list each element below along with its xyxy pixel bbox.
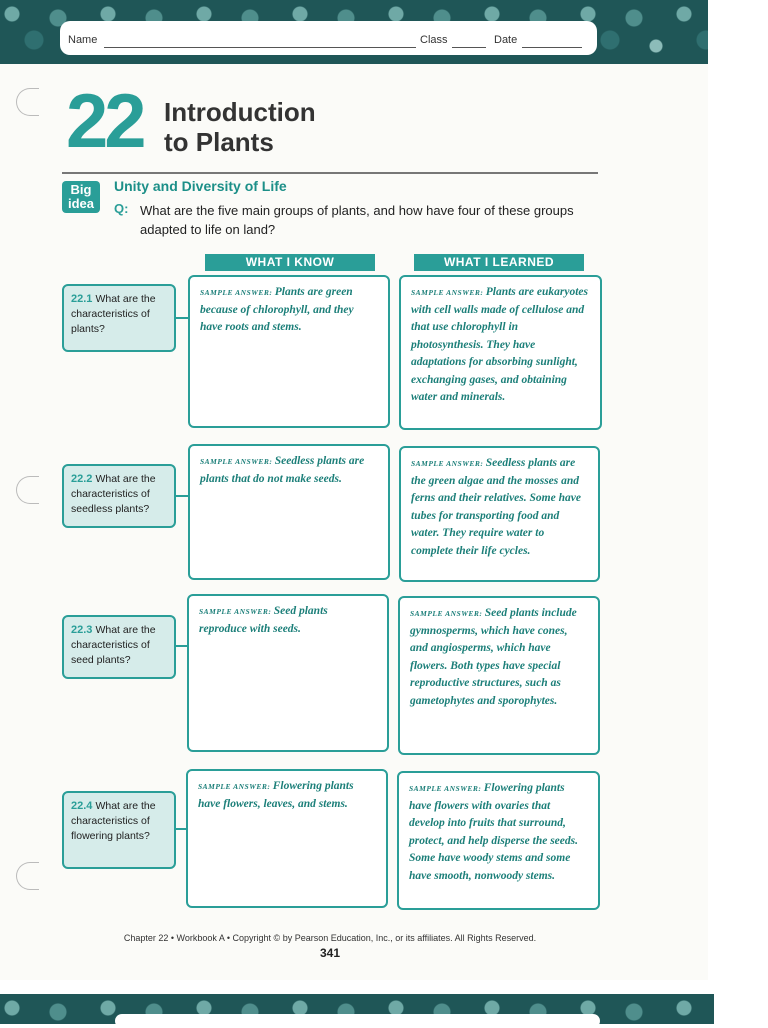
column-header-know: WHAT I KNOW <box>205 254 375 271</box>
know-answer-box[interactable] <box>188 444 390 580</box>
date-field[interactable] <box>522 47 582 48</box>
chapter-title-line1: Introduction <box>164 97 316 127</box>
chapter-title-line2: to Plants <box>164 127 274 157</box>
question-box <box>62 284 176 352</box>
class-label: Class <box>420 34 448 46</box>
name-field[interactable] <box>104 47 416 48</box>
learned-answer-box[interactable] <box>398 596 600 755</box>
big-idea-badge <box>62 181 100 213</box>
learned-answer-text: Plants are eukaryotes with cell walls made of cellulose and that use chlorophyll in photosynthesis. They have adaptations for absorbing sunlight, exchanging gases, and obtaining water and minerals. <box>411 286 588 403</box>
question-box <box>62 615 176 679</box>
learned-answer-box[interactable] <box>397 771 600 910</box>
question-marker: Q: <box>114 201 129 216</box>
question-number: 22.2 <box>71 473 96 485</box>
essential-question: What are the five main groups of plants, and how have four of these groups adapted to life on land? <box>140 203 574 237</box>
big-idea-heading: Unity and Diversity of Life <box>114 178 287 194</box>
binder-hole <box>16 88 39 116</box>
learned-answer-text: Flowering plants have flowers with ovaries that develop into fruits that surround, protect, and help disperse the seeds. Some have woody stems and some have smooth, nonwoody stems. <box>409 782 578 882</box>
sample-answer-label: SAMPLE ANSWER: <box>200 457 275 466</box>
learned-answer-box[interactable] <box>399 446 600 582</box>
question-box <box>62 791 176 869</box>
chapter-number: 22 <box>66 79 143 164</box>
binder-hole <box>16 476 39 504</box>
know-answer-box[interactable] <box>187 594 389 752</box>
sample-answer-label: SAMPLE ANSWER: <box>410 609 485 618</box>
date-label: Date <box>494 34 518 46</box>
big-idea-badge-line2: idea <box>67 196 94 211</box>
question-text: What are the characteristics of seed plants? <box>71 624 156 666</box>
title-divider <box>62 172 598 174</box>
next-page-header-pill <box>115 1014 600 1028</box>
learned-answer-text: Seed plants include gymnosperms, which have cones, and angiosperms, which have flowers. Both types have special reproductive structures, such as gametophytes and sporophytes. <box>410 607 577 707</box>
copyright-footer: Chapter 22 • Workbook A • Copyright © by Pearson Education, Inc., or its affiliates. All Rights Reserved. <box>123 933 537 943</box>
know-answer-text: Plants are green because of chlorophyll, and they have roots and stems. <box>200 286 354 333</box>
sample-answer-label: SAMPLE ANSWER: <box>409 784 484 793</box>
header-fields <box>60 21 597 55</box>
sample-answer-label: SAMPLE ANSWER: <box>198 782 273 791</box>
know-answer-text: Seedless plants are plants that do not make seeds. <box>200 455 365 485</box>
binder-hole <box>16 862 39 890</box>
know-answer-text: Flowering plants have flowers, leaves, and stems. <box>198 780 354 810</box>
chapter-title <box>164 97 316 157</box>
sample-answer-label: SAMPLE ANSWER: <box>199 607 274 616</box>
question-number: 22.4 <box>71 800 96 812</box>
page-number: 341 <box>319 946 341 960</box>
sample-answer-label: SAMPLE ANSWER: <box>411 288 486 297</box>
sample-answer-label: SAMPLE ANSWER: <box>411 459 486 468</box>
class-field[interactable] <box>452 47 486 48</box>
sample-answer-label: SAMPLE ANSWER: <box>200 288 275 297</box>
question-text: What are the characteristics of flowering plants? <box>71 800 156 842</box>
question-text: What are the characteristics of seedless plants? <box>71 473 156 515</box>
page-edge <box>708 0 768 1024</box>
know-answer-text: Seed plants reproduce with seeds. <box>199 605 328 635</box>
column-header-learned: WHAT I LEARNED <box>414 254 584 271</box>
name-label: Name <box>68 34 98 46</box>
learned-answer-box[interactable] <box>399 275 602 430</box>
question-number: 22.3 <box>71 624 96 636</box>
big-idea-badge-line1: Big <box>70 182 92 197</box>
know-answer-box[interactable] <box>188 275 390 428</box>
question-text: What are the characteristics of plants? <box>71 293 156 335</box>
question-number: 22.1 <box>71 293 96 305</box>
know-answer-box[interactable] <box>186 769 388 908</box>
learned-answer-text: Seedless plants are the green algae and the mosses and ferns and their relatives. Some have tubes for transporting food and water. They require water to complete their life cycles. <box>411 457 581 557</box>
question-box <box>62 464 176 528</box>
